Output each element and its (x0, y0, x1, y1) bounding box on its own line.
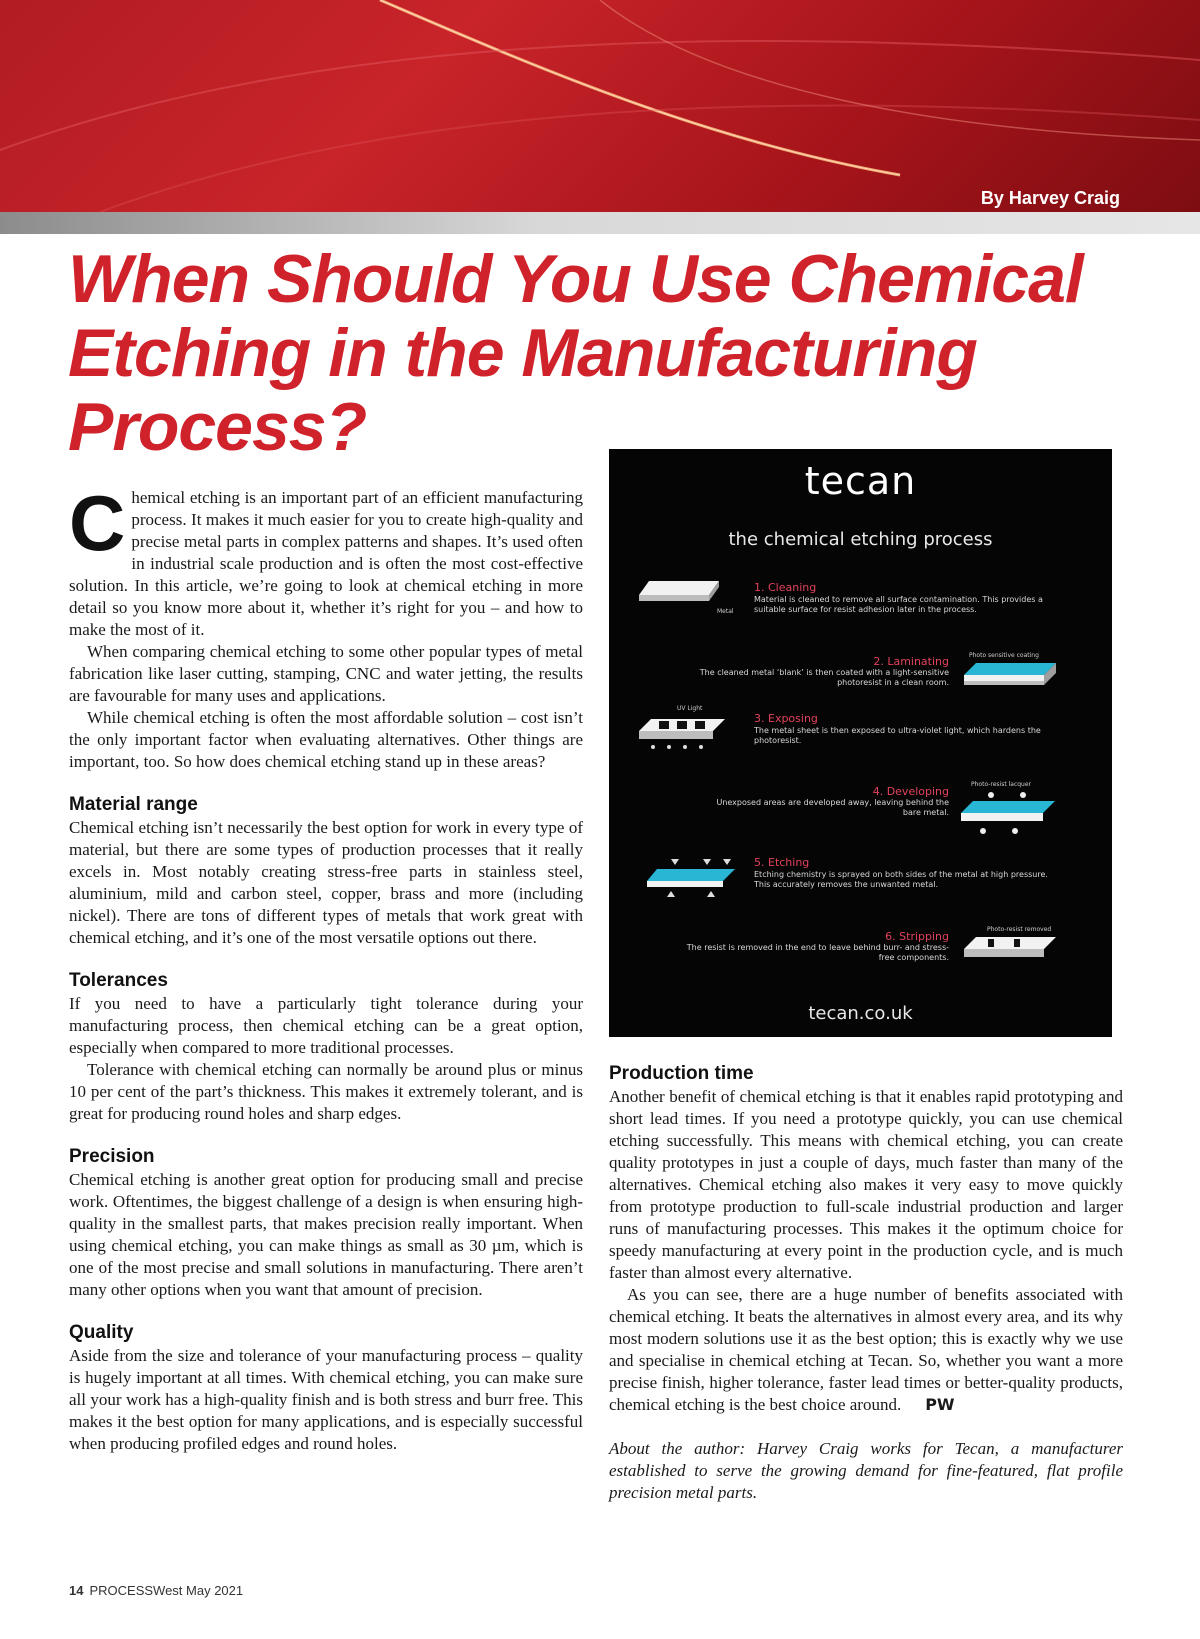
heading-material-range: Material range (69, 794, 198, 815)
precision-paragraph: Chemical etching is another great option for producing small and precise work. Oftentimes, the biggest challenge of a design is when ensuring high-quality in the smallest parts, that makes precision really important. When using chemical etching, you can make things as small as 30 µm, which is one of the most precise and small solutions in manufacturing. There aren’t many other options when you want that amount of precision. (69, 1170, 583, 1299)
step-2-title: 2. Laminating (873, 655, 949, 668)
step-6-title: 6. Stripping (885, 930, 949, 943)
production-time-paragraph-2 (609, 1284, 1123, 1416)
production-time-paragraph-1: Another benefit of chemical etching is that it enables rapid prototyping and short lead times. If you need a prototype quickly, you can use chemical etching successfully. This means with chemical etching, you can create quality prototypes in just a couple of days, much faster than many of the alternatives. Chemical etching also makes it very easy to move quickly from prototype production to full-scale industrial production and larger runs of manufacturing processes. This makes it the optimum choice for speedy manufacturing at every point in the production cycle, and is much faster than almost every alternative. (609, 1087, 1123, 1282)
drop-cap: C (69, 479, 126, 567)
left-column (69, 479, 583, 1455)
quality-paragraph: Aside from the size and tolerance of your manufacturing process – quality is hugely important at all times. With chemical etching, you can make sure all your work has a high-quality finish and is both stress and burr free. This makes it the best option for many applications, and is especially successful when producing profiled edges and round holes. (69, 1346, 583, 1453)
step-1-title: 1. Cleaning (754, 581, 817, 594)
tolerances-paragraph-2: Tolerance with chemical etching can normally be around plus or minus 10 per cent of the part’s thickness. This makes it extremely tolerant, and is great for producing round holes and sharp edges. (69, 1060, 583, 1123)
publication-name: PROCESSWest May 2021 (89, 1583, 244, 1598)
coating-label: Photo sensitive coating (969, 652, 1039, 659)
developed-sheet-icon (961, 789, 1059, 835)
uv-exposure-icon (639, 711, 729, 755)
header-divider-band (0, 212, 1200, 234)
laminated-sheet-icon (964, 661, 1059, 695)
lacquer-label: Photo-resist lacquer (971, 781, 1032, 788)
tolerances-paragraph-1: If you need to have a particularly tight tolerance during your manufacturing process, then chemical etching can be a great option, especially when compared to more traditional processes. (69, 994, 583, 1057)
intro-paragraph-3: While chemical etching is often the most affordable solution – cost isn’t the only important factor when evaluating alternatives. Other things are important, too. So how does chemical etching stand up in these areas? (69, 708, 583, 771)
metal-label: Metal (717, 608, 734, 615)
heading-precision: Precision (69, 1146, 155, 1167)
byline: By Harvey Craig (980, 188, 1120, 208)
step-4-title: 4. Developing (872, 785, 949, 798)
step-1-desc: Material is cleaned to remove all surface contamination. This provides a suitable surface for resist adhesion later in the process. (754, 595, 1043, 614)
page-footer (69, 1583, 243, 1598)
right-column (609, 1062, 1123, 1504)
intro-paragraph-1: hemical etching is an important part of an efficient manufacturing process. It makes it much easier for you to create high-quality and precise metal parts in complex patterns and shapes. It’s used often in industrial scale production and is often the most cost-effective solution. In this article, we’re going to look at chemical etching in more detail so you know more about it, whether it’s right for you – and how to make the most of it. (69, 488, 583, 639)
figure-subtitle: the chemical etching process (728, 529, 993, 550)
finished-parts-icon (964, 935, 1059, 967)
step-2-desc: The cleaned metal ‘blank’ is then coated with a light-sensitive photoresist in a clean room. (699, 668, 949, 687)
step-3-desc: The metal sheet is then exposed to ultra-violet light, which hardens the photoresist. (754, 726, 1041, 745)
heading-tolerances: Tolerances (69, 970, 168, 991)
step-5-title: 5. Etching (754, 856, 810, 869)
step-6-desc: The resist is removed in the end to leave behind burr- and stress-free components. (686, 943, 949, 962)
heading-quality: Quality (69, 1322, 134, 1343)
about-author: About the author: Harvey Craig works for Tecan, a manufacturer established to serve the growing demand for fine-featured, flat profile precision metal parts. (609, 1439, 1123, 1502)
metal-sheet-icon (639, 579, 721, 609)
step-4-desc: Unexposed areas are developed away, leaving behind the bare metal. (716, 798, 949, 817)
article-title: When Should You Use Chemical Etching in the Manufacturing Process? (68, 241, 1083, 465)
heading-production-time: Production time (609, 1063, 754, 1084)
page-number: 14 (69, 1583, 84, 1598)
figure-url: tecan.co.uk (808, 1003, 913, 1024)
banner-swoosh-graphic (0, 0, 1200, 212)
production-time-paragraph-2-text: As you can see, there are a huge number of benefits associated with chemical etching. It beats the alternatives in almost every area, and its why most modern solutions use it as the best option; this is exactly why we use and specialise in chemical etching at Tecan. So, whether you want a more precise finish, higher tolerance, faster lead times or better-quality products, chemical etching is the best choice around. (609, 1285, 1123, 1414)
step-5-desc: Etching chemistry is sprayed on both sides of the metal at high pressure. This accurately removes the unwanted metal. (754, 870, 1048, 889)
intro-paragraph-2: When comparing chemical etching to some other popular types of metal fabrication like laser cutting, stamping, CNC and water jetting, the results are favourable for many uses and applications. (69, 642, 583, 705)
tecan-logo: tecan (804, 459, 917, 503)
etching-process-figure (609, 449, 1112, 1037)
material-range-paragraph: Chemical etching isn’t necessarily the best option for work in every type of material, but there are some types of production processes that it really excels in. Most notably creating stress-free parts in stainless steel, aluminium, mild and carbon steel, copper, brass and more (including nickel). There are tons of different types of metals that work great with chemical etching, and it’s one of the most versatile options out there. (69, 818, 583, 947)
step-3-title: 3. Exposing (754, 712, 818, 725)
uv-light-label: UV Light (677, 705, 703, 712)
etching-spray-icon (647, 857, 737, 905)
end-mark-icon: PW (925, 1395, 955, 1414)
header-banner (0, 0, 1200, 212)
resist-removed-label: Photo-resist removed (987, 926, 1052, 933)
